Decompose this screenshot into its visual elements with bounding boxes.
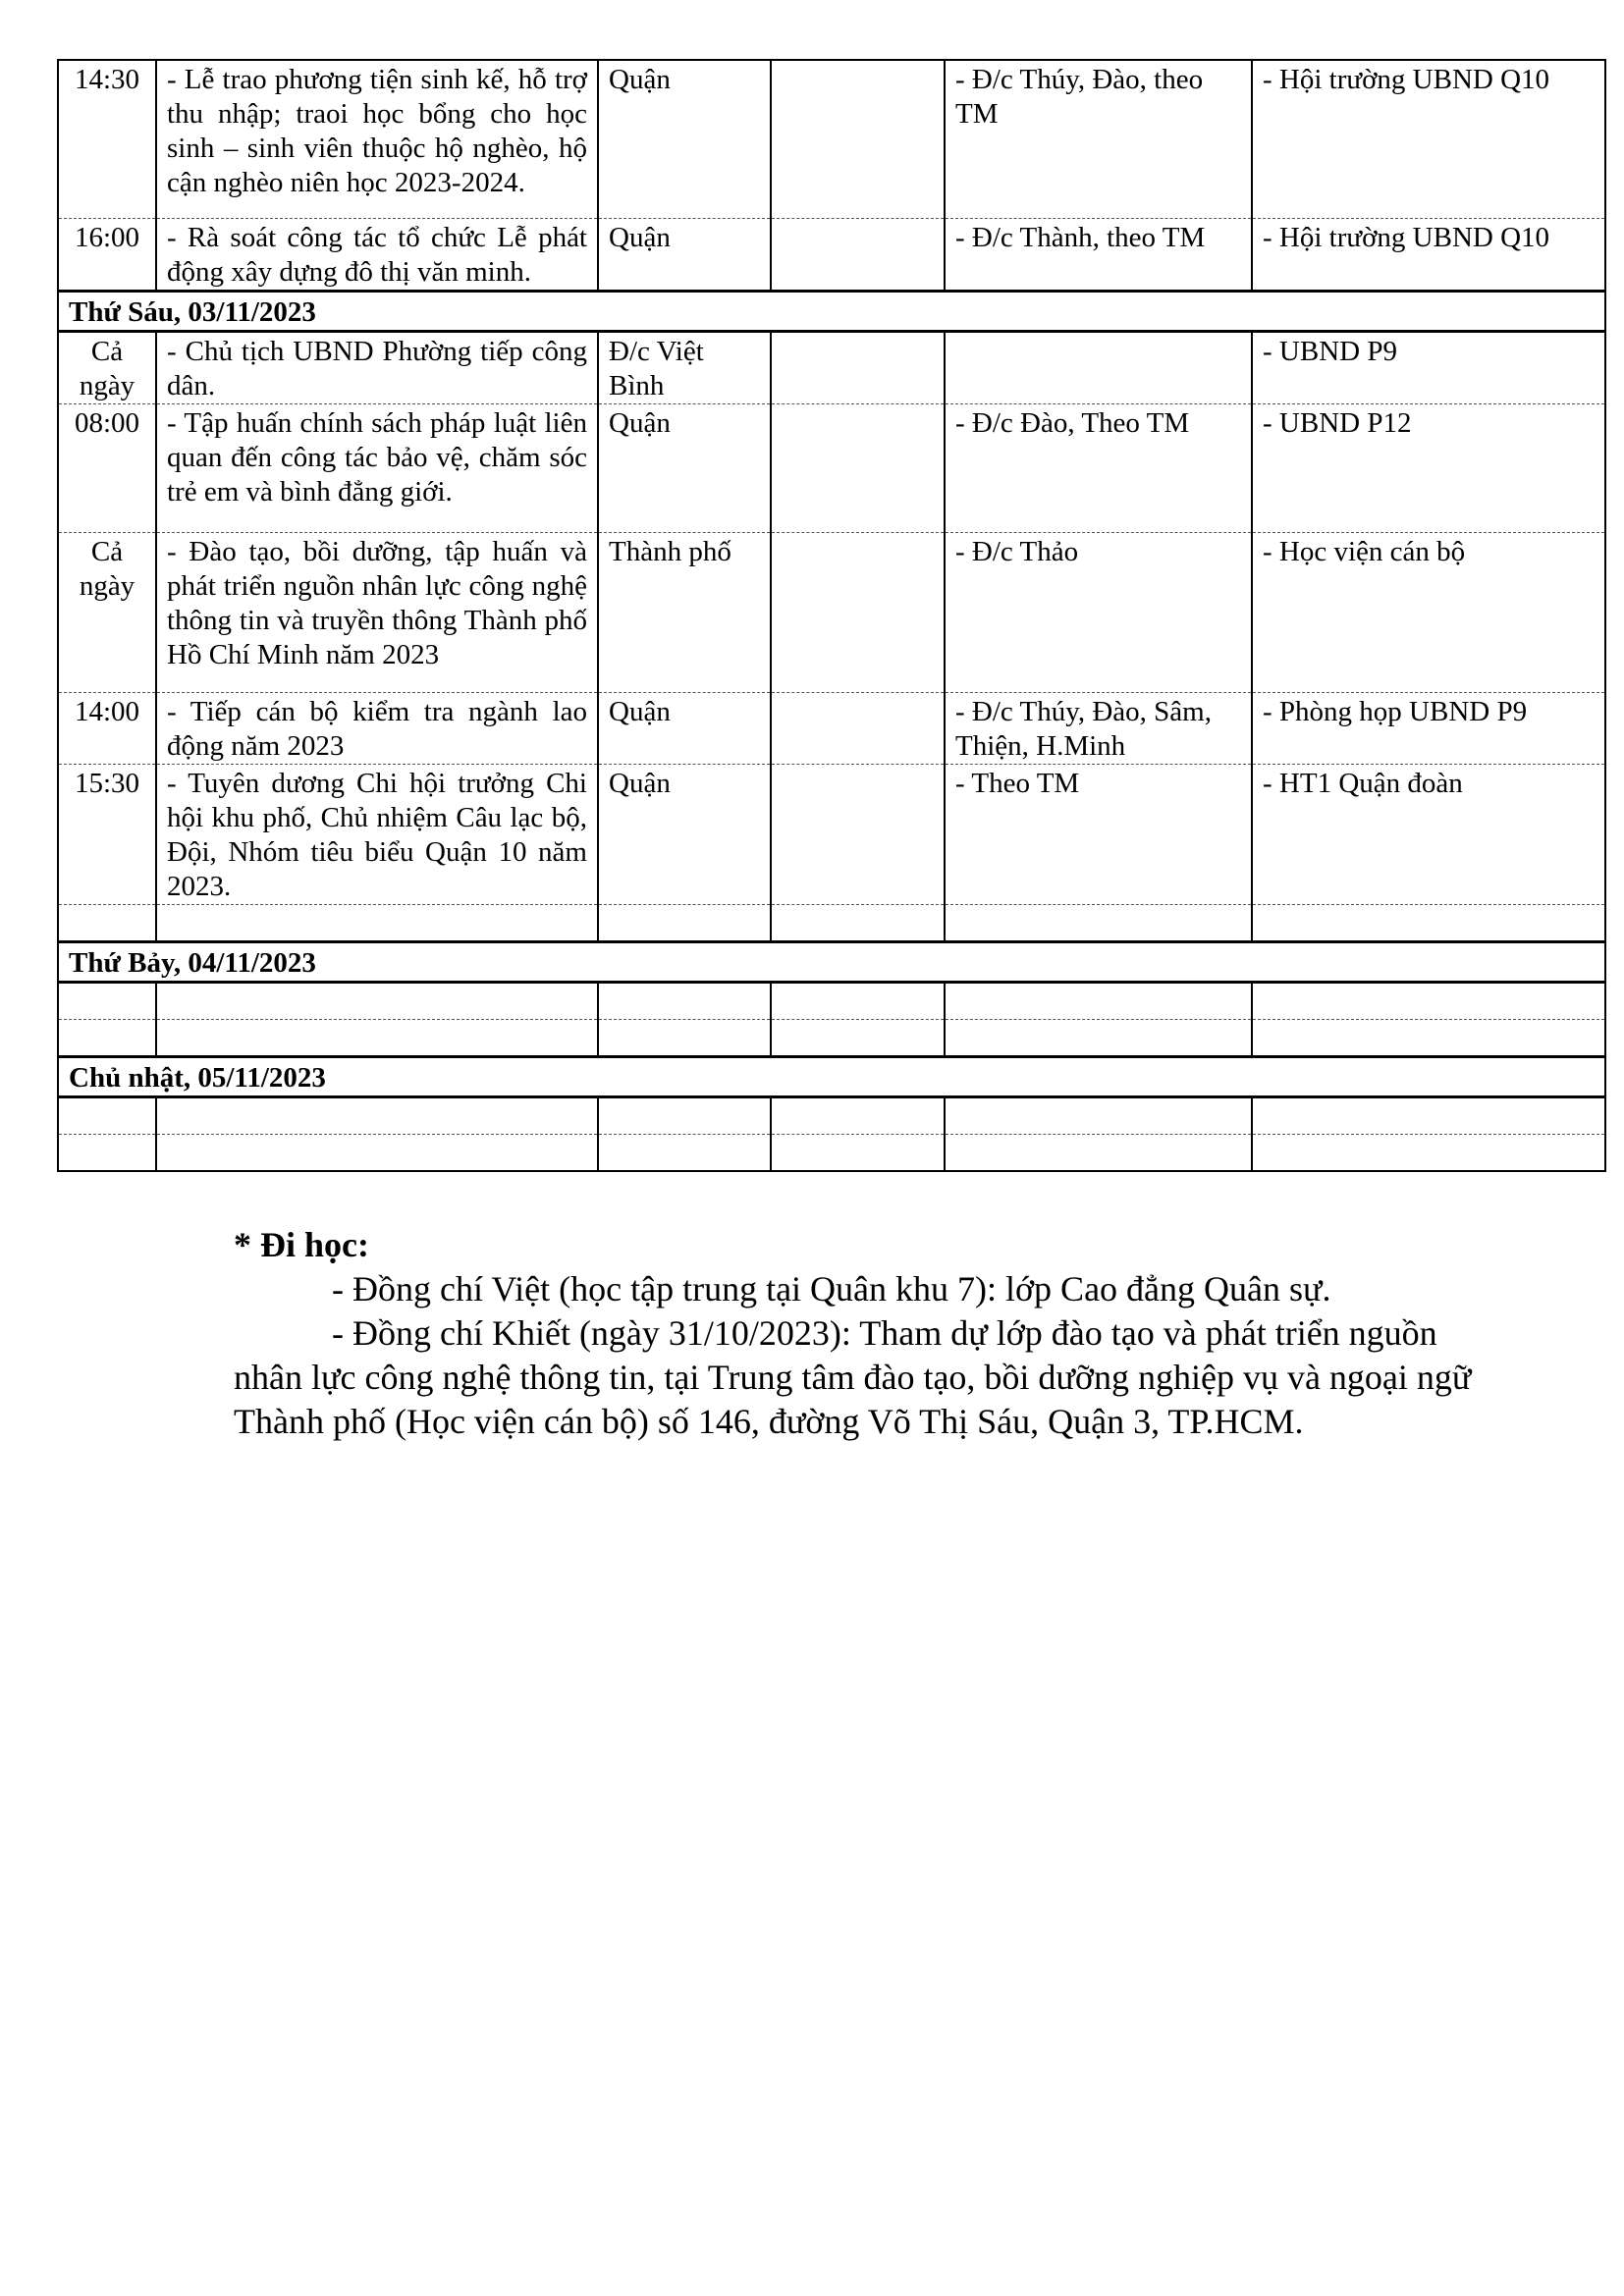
time-cell: Cả ngày (58, 533, 156, 693)
participants-cell (945, 983, 1252, 1020)
schedule-body (58, 60, 1605, 1171)
day-header-row (58, 942, 1605, 983)
time-cell (58, 1097, 156, 1135)
content-cell (156, 905, 598, 942)
location-cell (1252, 1020, 1605, 1057)
schedule-table (57, 59, 1606, 1172)
participants-cell (945, 1020, 1252, 1057)
schedule-row (58, 219, 1605, 292)
level-cell (598, 983, 771, 1020)
schedule-row (58, 765, 1605, 905)
schedule-row (58, 404, 1605, 533)
location-cell (1252, 1097, 1605, 1135)
location-cell (1252, 905, 1605, 942)
participants-cell: - Đ/c Thúy, Đào, Sâm, Thiện, H.Minh (945, 693, 1252, 765)
content-cell: - Tuyên dương Chi hội trưởng Chi hội khu phố, Chủ nhiệm Câu lạc bộ, Đội, Nhóm tiêu biểu Quận 10 năm 2023. (156, 765, 598, 905)
participants-cell (945, 1135, 1252, 1172)
level-cell (598, 1097, 771, 1135)
participants-cell: - Đ/c Thành, theo TM (945, 219, 1252, 292)
schedule-row (58, 1135, 1605, 1172)
empty-cell (771, 1135, 945, 1172)
location-cell: - UBND P9 (1252, 332, 1605, 404)
time-cell (58, 983, 156, 1020)
participants-cell: - Đ/c Đào, Theo TM (945, 404, 1252, 533)
empty-cell (771, 1020, 945, 1057)
location-cell: - Hội trường UBND Q10 (1252, 60, 1605, 219)
note-item: - Đồng chí Việt (học tập trung tại Quân khu 7): lớp Cao đẳng Quân sự. (332, 1269, 1331, 1308)
schedule-row (58, 332, 1605, 404)
level-cell: Quận (598, 693, 771, 765)
time-cell: 16:00 (58, 219, 156, 292)
day-label: Chủ nhật, 05/11/2023 (58, 1057, 1605, 1097)
time-cell (58, 1135, 156, 1172)
note-item: - Đồng chí Khiết (ngày 31/10/2023): Tham dự lớp đào tạo và phát triển nguồn nhân lực công nghệ thông tin, tại Trung tâm đào tạo, bồi dưỡng nghiệp vụ và ngoại ngữ Thành phố (Học viện cán bộ) số 146, đường Võ Thị Sáu, Quận 3, TP.HCM. (234, 1313, 1472, 1441)
participants-cell (945, 1097, 1252, 1135)
empty-cell (771, 533, 945, 693)
content-cell: - Lễ trao phương tiện sinh kế, hỗ trợ thu nhập; traoi học bổng cho học sinh – sinh viên thuộc hộ nghèo, hộ cận nghèo niên học 2023-2024. (156, 60, 598, 219)
level-cell (598, 1020, 771, 1057)
participants-cell (945, 905, 1252, 942)
location-cell (1252, 983, 1605, 1020)
level-cell: Thành phố (598, 533, 771, 693)
empty-cell (771, 983, 945, 1020)
schedule-row (58, 983, 1605, 1020)
schedule-row (58, 693, 1605, 765)
content-cell: - Rà soát công tác tổ chức Lễ phát động xây dựng đô thị văn minh. (156, 219, 598, 292)
time-cell: 14:00 (58, 693, 156, 765)
level-cell: Quận (598, 60, 771, 219)
schedule-row (58, 533, 1605, 693)
day-label: Thứ Bảy, 04/11/2023 (58, 942, 1605, 983)
level-cell (598, 1135, 771, 1172)
content-cell (156, 983, 598, 1020)
empty-cell (771, 1097, 945, 1135)
content-cell: - Chủ tịch UBND Phường tiếp công dân. (156, 332, 598, 404)
empty-cell (771, 693, 945, 765)
participants-cell: - Theo TM (945, 765, 1252, 905)
location-cell: - Học viện cán bộ (1252, 533, 1605, 693)
location-cell (1252, 1135, 1605, 1172)
day-header-row (58, 292, 1605, 332)
content-cell: - Đào tạo, bồi dưỡng, tập huấn và phát triển nguồn nhân lực công nghệ thông tin và truyền thông Thành phố Hồ Chí Minh năm 2023 (156, 533, 598, 693)
level-cell: Đ/c Việt Bình (598, 332, 771, 404)
level-cell (598, 905, 771, 942)
location-cell: - Phòng họp UBND P9 (1252, 693, 1605, 765)
content-cell: - Tập huấn chính sách pháp luật liên quan đến công tác bảo vệ, chăm sóc trẻ em và bình đẳng giới. (156, 404, 598, 533)
empty-cell (771, 765, 945, 905)
day-label: Thứ Sáu, 03/11/2023 (58, 292, 1605, 332)
participants-cell (945, 332, 1252, 404)
schedule-row (58, 905, 1605, 942)
time-cell: Cả ngày (58, 332, 156, 404)
participants-cell: - Đ/c Thúy, Đào, theo TM (945, 60, 1252, 219)
content-cell (156, 1020, 598, 1057)
time-cell: 08:00 (58, 404, 156, 533)
level-cell: Quận (598, 765, 771, 905)
content-cell (156, 1097, 598, 1135)
location-cell: - Hội trường UBND Q10 (1252, 219, 1605, 292)
participants-cell: - Đ/c Thảo (945, 533, 1252, 693)
notes-heading: * Đi học: (234, 1225, 369, 1264)
empty-cell (771, 60, 945, 219)
schedule-row (58, 60, 1605, 219)
time-cell: 15:30 (58, 765, 156, 905)
time-cell (58, 1020, 156, 1057)
empty-cell (771, 219, 945, 292)
schedule-row (58, 1020, 1605, 1057)
location-cell: - HT1 Quận đoàn (1252, 765, 1605, 905)
day-header-row (58, 1057, 1605, 1097)
empty-cell (771, 404, 945, 533)
time-cell: 14:30 (58, 60, 156, 219)
schedule-row (58, 1097, 1605, 1135)
content-cell: - Tiếp cán bộ kiểm tra ngành lao động năm 2023 (156, 693, 598, 765)
study-notes (234, 1223, 1500, 1444)
empty-cell (771, 332, 945, 404)
location-cell: - UBND P12 (1252, 404, 1605, 533)
content-cell (156, 1135, 598, 1172)
time-cell (58, 905, 156, 942)
level-cell: Quận (598, 404, 771, 533)
level-cell: Quận (598, 219, 771, 292)
empty-cell (771, 905, 945, 942)
